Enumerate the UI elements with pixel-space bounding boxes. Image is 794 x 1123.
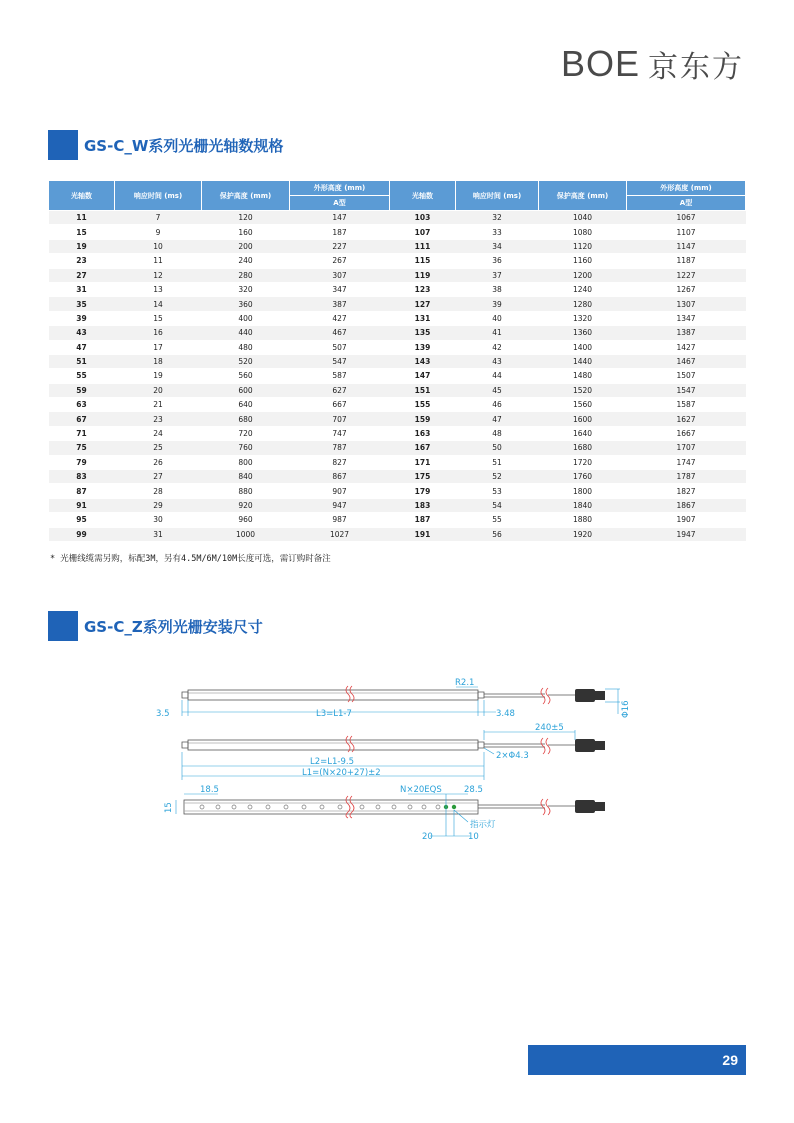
table-cell: 600 (202, 383, 290, 397)
mount-bracket (182, 742, 188, 748)
dim-left-offset: 18.5 (200, 785, 219, 795)
table-cell: 41 (456, 326, 539, 340)
table-cell: 99 (49, 527, 115, 541)
table-cell: 28 (115, 484, 202, 498)
table-cell: 33 (456, 225, 539, 239)
table-cell: 111 (390, 239, 456, 253)
table-cell: 1880 (539, 513, 627, 527)
col-header-outer: 外形高度 (mm) (290, 181, 390, 196)
table-cell: 14 (115, 297, 202, 311)
dim-spacing-20: 20 (422, 832, 433, 842)
dim-cable: 240±5 (535, 723, 564, 733)
table-cell: 50 (456, 441, 539, 455)
col-header-protect: 保护高度 (mm) (539, 181, 627, 211)
table-row (49, 225, 746, 239)
table-cell: 307 (290, 268, 390, 282)
table-cell: 53 (456, 484, 539, 498)
table-cell: 11 (49, 211, 115, 225)
table-cell: 1067 (627, 211, 746, 225)
table-cell: 15 (49, 225, 115, 239)
table-cell: 24 (115, 426, 202, 440)
table-cell: 1920 (539, 527, 627, 541)
table-cell: 30 (115, 513, 202, 527)
section-2-title: GS-C_Z系列光栅安装尺寸 (84, 617, 263, 636)
table-row (49, 484, 746, 498)
connector (575, 739, 595, 752)
table-cell: 17 (115, 340, 202, 354)
table-cell: 163 (390, 426, 456, 440)
table-row (49, 311, 746, 325)
section-1-heading (48, 130, 283, 160)
table-row (49, 412, 746, 426)
table-cell: 155 (390, 398, 456, 412)
table-cell: 560 (202, 369, 290, 383)
section-2-heading (48, 611, 263, 641)
dim-l3: L3=L1-7 (316, 709, 352, 719)
table-cell: 9 (115, 225, 202, 239)
col-header-type: A型 (627, 196, 746, 211)
section-marker (48, 611, 78, 641)
table-cell: 29 (115, 498, 202, 512)
table-cell: 31 (49, 282, 115, 296)
brand-latin: BOE (560, 43, 640, 84)
table-cell: 200 (202, 239, 290, 253)
dim-spacing-10: 10 (468, 832, 479, 842)
table-cell: 1200 (539, 268, 627, 282)
table-cell: 1387 (627, 326, 746, 340)
col-header-outer: 外形高度 (mm) (627, 181, 746, 196)
mount-bracket (182, 692, 188, 698)
table-cell: 83 (49, 470, 115, 484)
table-cell: 19 (115, 369, 202, 383)
table-cell: 1027 (290, 527, 390, 541)
table-cell: 1040 (539, 211, 627, 225)
table-cell: 159 (390, 412, 456, 426)
table-cell: 1187 (627, 254, 746, 268)
table-cell: 79 (49, 455, 115, 469)
table-cell: 1147 (627, 239, 746, 253)
table-cell: 720 (202, 426, 290, 440)
table-row (49, 513, 746, 527)
dim-pitch: N×20EQS (400, 785, 442, 795)
table-cell: 1120 (539, 239, 627, 253)
table-cell: 37 (456, 268, 539, 282)
table-cell: 1107 (627, 225, 746, 239)
table-cell: 187 (390, 513, 456, 527)
dim-right-offset: 28.5 (464, 785, 483, 795)
table-cell: 63 (49, 398, 115, 412)
col-header-response: 响应时间 (ms) (115, 181, 202, 211)
table-cell: 1267 (627, 282, 746, 296)
table-cell: 880 (202, 484, 290, 498)
table-cell: 1440 (539, 354, 627, 368)
table-cell: 267 (290, 254, 390, 268)
table-cell: 347 (290, 282, 390, 296)
table-cell: 1867 (627, 498, 746, 512)
table-cell: 440 (202, 326, 290, 340)
table-cell: 547 (290, 354, 390, 368)
table-cell: 95 (49, 513, 115, 527)
table-cell: 31 (115, 527, 202, 541)
table-cell: 1720 (539, 455, 627, 469)
table-row (49, 297, 746, 311)
table-cell: 827 (290, 455, 390, 469)
table-cell: 32 (456, 211, 539, 225)
table-cell: 947 (290, 498, 390, 512)
table-cell: 1907 (627, 513, 746, 527)
table-cell: 18 (115, 354, 202, 368)
table-cell: 13 (115, 282, 202, 296)
table-row (49, 498, 746, 512)
section-1-title: GS-C_W系列光栅光轴数规格 (84, 136, 284, 155)
table-cell: 1240 (539, 282, 627, 296)
table-cell: 43 (49, 326, 115, 340)
table-cell: 1280 (539, 297, 627, 311)
col-header-response: 响应时间 (ms) (456, 181, 539, 211)
table-cell: 107 (390, 225, 456, 239)
table-cell: 160 (202, 225, 290, 239)
connector (595, 802, 605, 811)
table-cell: 7 (115, 211, 202, 225)
table-cell: 175 (390, 470, 456, 484)
table-cell: 183 (390, 498, 456, 512)
table-cell: 1520 (539, 383, 627, 397)
col-header-protect: 保护高度 (mm) (202, 181, 290, 211)
table-cell: 1000 (202, 527, 290, 541)
table-cell: 12 (115, 268, 202, 282)
table-cell: 1787 (627, 470, 746, 484)
table-cell: 46 (456, 398, 539, 412)
table-cell: 171 (390, 455, 456, 469)
table-cell: 25 (115, 441, 202, 455)
table-cell: 520 (202, 354, 290, 368)
table-cell: 747 (290, 426, 390, 440)
table-cell: 1400 (539, 340, 627, 354)
connector (595, 741, 605, 750)
table-cell: 1640 (539, 426, 627, 440)
table-cell: 23 (49, 254, 115, 268)
connector (595, 691, 605, 700)
table-cell: 1600 (539, 412, 627, 426)
dim-l2: L2=L1-9.5 (310, 757, 354, 767)
table-cell: 1840 (539, 498, 627, 512)
table-cell: 987 (290, 513, 390, 527)
table-cell: 147 (390, 369, 456, 383)
table-cell: 43 (456, 354, 539, 368)
table-cell: 36 (456, 254, 539, 268)
table-cell: 34 (456, 239, 539, 253)
table-cell: 179 (390, 484, 456, 498)
table-cell: 40 (456, 311, 539, 325)
table-row (49, 354, 746, 368)
axis-spec-table (48, 180, 746, 542)
table-cell: 920 (202, 498, 290, 512)
table-row (49, 211, 746, 225)
table-cell: 480 (202, 340, 290, 354)
table-cell: 1827 (627, 484, 746, 498)
table-cell: 147 (290, 211, 390, 225)
mount-bracket (478, 692, 484, 698)
table-row (49, 268, 746, 282)
table-cell: 42 (456, 340, 539, 354)
dim-height: 15 (164, 802, 174, 813)
table-cell: 1227 (627, 268, 746, 282)
table-row (49, 340, 746, 354)
table-cell: 960 (202, 513, 290, 527)
table-cell: 47 (456, 412, 539, 426)
table-cell: 867 (290, 470, 390, 484)
indicator-label: 指示灯 (470, 820, 496, 830)
table-cell: 1427 (627, 340, 746, 354)
table-cell: 127 (390, 297, 456, 311)
table-cell: 120 (202, 211, 290, 225)
brand-logo (561, 42, 744, 86)
table-cell: 840 (202, 470, 290, 484)
dim-holes: 2×Φ4.3 (496, 751, 529, 761)
table-cell: 10 (115, 239, 202, 253)
table-cell: 135 (390, 326, 456, 340)
table-cell: 119 (390, 268, 456, 282)
table-cell: 1800 (539, 484, 627, 498)
table-row (49, 398, 746, 412)
table-cell: 467 (290, 326, 390, 340)
table-cell: 1707 (627, 441, 746, 455)
table-cell: 11 (115, 254, 202, 268)
dim-diameter: Φ16 (621, 700, 631, 718)
light-bar-top (188, 690, 478, 700)
table-cell: 48 (456, 426, 539, 440)
table-cell: 51 (49, 354, 115, 368)
table-cell: 680 (202, 412, 290, 426)
table-cell: 47 (49, 340, 115, 354)
table-cell: 640 (202, 398, 290, 412)
table-cell: 39 (49, 311, 115, 325)
table-cell: 55 (456, 513, 539, 527)
table-cell: 35 (49, 297, 115, 311)
table-cell: 1080 (539, 225, 627, 239)
table-cell: 131 (390, 311, 456, 325)
table-row (49, 470, 746, 484)
table-cell: 59 (49, 383, 115, 397)
table-cell: 103 (390, 211, 456, 225)
table-cell: 1347 (627, 311, 746, 325)
table-cell: 280 (202, 268, 290, 282)
table-cell: 27 (49, 268, 115, 282)
col-header-axes: 光轴数 (390, 181, 456, 211)
connector (575, 689, 595, 702)
table-cell: 44 (456, 369, 539, 383)
table-cell: 16 (115, 326, 202, 340)
table-cell: 56 (456, 527, 539, 541)
table-cell: 227 (290, 239, 390, 253)
table-cell: 187 (290, 225, 390, 239)
table-row (49, 369, 746, 383)
table-cell: 151 (390, 383, 456, 397)
table-cell: 427 (290, 311, 390, 325)
table-cell: 320 (202, 282, 290, 296)
brand-chinese: 京东方 (648, 50, 744, 85)
table-cell: 91 (49, 498, 115, 512)
section-marker (48, 130, 78, 160)
table-cell: 1760 (539, 470, 627, 484)
table-cell: 1307 (627, 297, 746, 311)
table-cell: 1480 (539, 369, 627, 383)
table-cell: 1947 (627, 527, 746, 541)
table-cell: 907 (290, 484, 390, 498)
light-bar-middle (188, 740, 478, 750)
table-cell: 167 (390, 441, 456, 455)
table-cell: 20 (115, 383, 202, 397)
table-cell: 87 (49, 484, 115, 498)
col-header-axes: 光轴数 (49, 181, 115, 211)
table-cell: 115 (390, 254, 456, 268)
dim-left-edge: 3.5 (156, 709, 170, 719)
table-cell: 1747 (627, 455, 746, 469)
table-cell: 787 (290, 441, 390, 455)
table-row (49, 239, 746, 253)
table-cell: 1587 (627, 398, 746, 412)
table-cell: 1547 (627, 383, 746, 397)
table-cell: 55 (49, 369, 115, 383)
connector (575, 800, 595, 813)
table-cell: 143 (390, 354, 456, 368)
page-number-bar (528, 1045, 746, 1075)
table-cell: 800 (202, 455, 290, 469)
table-row (49, 426, 746, 440)
table-cell: 23 (115, 412, 202, 426)
table-cell: 707 (290, 412, 390, 426)
table-cell: 26 (115, 455, 202, 469)
table-cell: 1667 (627, 426, 746, 440)
table-cell: 19 (49, 239, 115, 253)
table-cell: 1467 (627, 354, 746, 368)
table-row (49, 527, 746, 541)
table-cell: 1680 (539, 441, 627, 455)
col-header-type: A型 (290, 196, 390, 211)
table-row (49, 254, 746, 268)
table-cell: 240 (202, 254, 290, 268)
table-cell: 667 (290, 398, 390, 412)
table-cell: 45 (456, 383, 539, 397)
table-cell: 139 (390, 340, 456, 354)
indicator-led (452, 805, 456, 809)
table-cell: 400 (202, 311, 290, 325)
table-cell: 67 (49, 412, 115, 426)
table-cell: 123 (390, 282, 456, 296)
table-cell: 627 (290, 383, 390, 397)
table-cell: 1560 (539, 398, 627, 412)
table-cell: 1627 (627, 412, 746, 426)
dim-right-edge: 3.48 (496, 709, 515, 719)
dim-l1: L1=(N×20+27)±2 (302, 768, 381, 778)
table-cell: 51 (456, 455, 539, 469)
table-cell: 15 (115, 311, 202, 325)
table-cell: 21 (115, 398, 202, 412)
dim-radius: R2.1 (455, 678, 475, 688)
table-cell: 71 (49, 426, 115, 440)
table-cell: 760 (202, 441, 290, 455)
table-row (49, 383, 746, 397)
table-cell: 54 (456, 498, 539, 512)
mount-bracket (478, 742, 484, 748)
table-cell: 1360 (539, 326, 627, 340)
cable-note: * 光栅线缆需另购，标配3M，另有4.5M/6M/10M长度可选，需订购时备注 (50, 554, 331, 564)
table-row (49, 282, 746, 296)
table-cell: 191 (390, 527, 456, 541)
light-bar-bottom (184, 800, 478, 814)
table-row (49, 441, 746, 455)
table-cell: 1160 (539, 254, 627, 268)
table-cell: 587 (290, 369, 390, 383)
table-row (49, 455, 746, 469)
installation-drawing (150, 672, 640, 852)
table-cell: 39 (456, 297, 539, 311)
table-cell: 387 (290, 297, 390, 311)
table-cell: 52 (456, 470, 539, 484)
table-cell: 1507 (627, 369, 746, 383)
table-cell: 507 (290, 340, 390, 354)
table-cell: 38 (456, 282, 539, 296)
page-number: 29 (722, 1052, 738, 1068)
table-cell: 75 (49, 441, 115, 455)
table-row (49, 326, 746, 340)
table-cell: 1320 (539, 311, 627, 325)
table-cell: 360 (202, 297, 290, 311)
table-cell: 27 (115, 470, 202, 484)
